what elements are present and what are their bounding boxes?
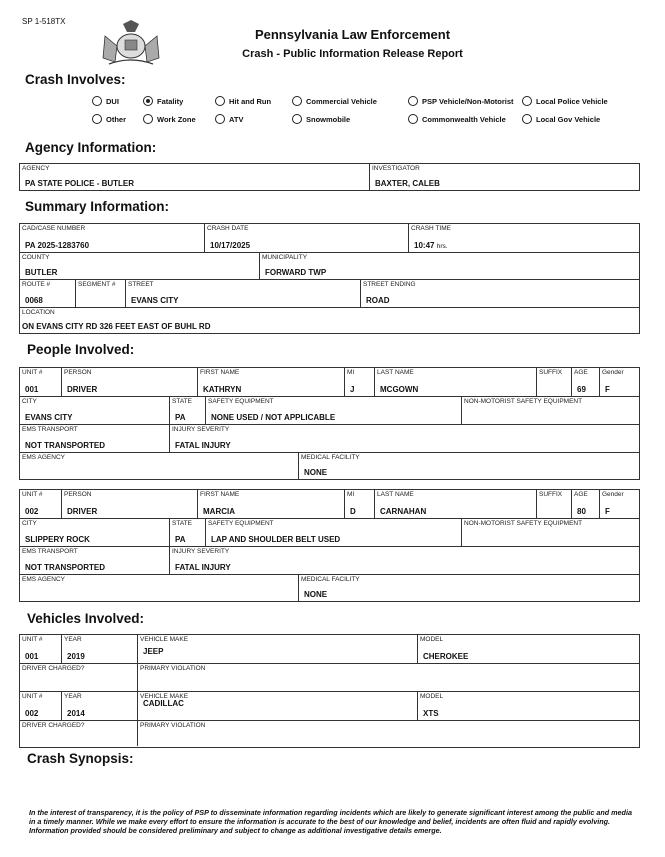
option-snowmobile[interactable] — [292, 114, 350, 124]
mi-value: J — [350, 385, 355, 394]
injury-severity-label: INJURY SEVERITY — [172, 548, 230, 555]
driver-charged-label: DRIVER CHARGED? — [22, 722, 85, 729]
option-commonwealth-vehicle[interactable] — [408, 114, 506, 124]
gender-label: Gender — [602, 491, 624, 498]
non-motorist-safety-cell — [462, 519, 639, 547]
ems-agency-cell — [20, 575, 299, 601]
option-label: Work Zone — [157, 114, 196, 124]
vehicle-unit-label: UNIT # — [22, 693, 43, 700]
person-block — [19, 367, 640, 480]
unit-cell — [20, 490, 62, 519]
vehicle-model-cell — [418, 692, 639, 721]
first-name-value: KATHRYN — [203, 385, 242, 394]
vehicle-unit-value: 001 — [25, 652, 39, 661]
first-name-label: FIRST NAME — [200, 491, 240, 498]
summary-heading: Summary Information: — [25, 199, 170, 214]
crash-date-cell — [205, 224, 409, 253]
city-cell — [20, 397, 170, 425]
vehicle-unit-cell — [20, 692, 62, 721]
vehicles-heading: Vehicles Involved: — [27, 611, 145, 626]
non-motorist-safety-cell — [462, 397, 639, 425]
crash-time-cell — [409, 224, 639, 253]
vehicle-unit-label: UNIT # — [22, 636, 43, 643]
radio-icon — [408, 114, 418, 124]
county-cell — [20, 253, 260, 280]
vehicle-unit-value: 002 — [25, 709, 39, 718]
non-motorist-safety-label: NON-MOTORIST SAFETY EQUIPMENT — [464, 520, 583, 527]
radio-icon — [143, 114, 153, 124]
street-value: EVANS CITY — [131, 296, 179, 305]
vehicle-make-value: CADILLAC — [143, 699, 184, 708]
city-label: CITY — [22, 398, 37, 405]
primary-violation-cell — [138, 664, 639, 691]
driver-charged-cell — [20, 664, 138, 691]
last-name-cell — [375, 368, 537, 397]
last-name-value: MCGOWN — [380, 385, 419, 394]
person-cell — [62, 490, 198, 519]
case-number-value: PA 2025-1283760 — [25, 241, 90, 250]
suffix-label: SUFFIX — [539, 369, 563, 376]
option-label: Hit and Run — [229, 96, 272, 106]
option-label: Snowmobile — [306, 114, 351, 124]
medical-facility-label: MEDICAL FACILITY — [301, 576, 360, 583]
option-label: Local Gov Vehicle — [536, 114, 601, 124]
radio-icon — [292, 96, 302, 106]
radio-icon — [215, 96, 225, 106]
age-cell — [572, 368, 600, 397]
unit-label: UNIT # — [22, 491, 43, 498]
street-ending-value: ROAD — [366, 296, 390, 305]
suffix-cell — [537, 490, 572, 519]
injury-severity-value: FATAL INJURY — [175, 563, 231, 572]
last-name-value: CARNAHAN — [380, 507, 427, 516]
form-number: SP 1-518TX — [22, 17, 66, 26]
city-cell — [20, 519, 170, 547]
injury-severity-cell — [170, 547, 639, 575]
primary-violation-label: PRIMARY VIOLATION — [140, 722, 206, 729]
option-atv[interactable] — [215, 114, 243, 124]
age-label: AGE — [574, 491, 588, 498]
last-name-label: LAST NAME — [377, 369, 414, 376]
ems-transport-label: EMS TRANSPORT — [22, 548, 78, 555]
state-label: STATE — [172, 520, 192, 527]
gender-cell — [600, 368, 639, 397]
municipality-cell — [260, 253, 639, 280]
person-label: PERSON — [64, 369, 92, 376]
ems-transport-label: EMS TRANSPORT — [22, 426, 78, 433]
last-name-label: LAST NAME — [377, 491, 414, 498]
option-other[interactable] — [92, 114, 126, 124]
crash-date-value: 10/17/2025 — [210, 241, 251, 250]
radio-icon — [92, 114, 102, 124]
vehicle-year-cell — [62, 635, 138, 664]
ems-transport-value: NOT TRANSPORTED — [25, 563, 105, 572]
vehicle-year-label: YEAR — [64, 636, 82, 643]
vehicle-make-label: VEHICLE MAKE — [140, 636, 189, 643]
vehicle-unit-cell — [20, 635, 62, 664]
vehicle-make-value: JEEP — [143, 647, 164, 656]
option-commercial-vehicle[interactable] — [292, 96, 377, 106]
driver-charged-cell — [20, 721, 138, 746]
location-value: ON EVANS CITY RD 326 FEET EAST OF BUHL RD — [22, 322, 211, 331]
city-value: EVANS CITY — [25, 413, 73, 422]
radio-icon — [522, 96, 532, 106]
investigator-label: INVESTIGATOR — [372, 165, 420, 172]
location-cell — [20, 308, 639, 333]
vehicle-year-value: 2014 — [67, 709, 85, 718]
suffix-label: SUFFIX — [539, 491, 563, 498]
medical-facility-value: NONE — [304, 590, 328, 599]
person-value: DRIVER — [67, 385, 98, 394]
non-motorist-safety-label: NON-MOTORIST SAFETY EQUIPMENT — [464, 398, 583, 405]
mi-label: MI — [347, 491, 355, 498]
option-local-police-vehicle[interactable] — [522, 96, 608, 106]
option-label: Fatality — [157, 96, 184, 106]
agency-table — [19, 163, 640, 191]
person-label: PERSON — [64, 491, 92, 498]
ems-transport-value: NOT TRANSPORTED — [25, 441, 105, 450]
first-name-cell — [198, 490, 345, 519]
radio-icon — [522, 114, 532, 124]
radio-icon — [292, 114, 302, 124]
first-name-label: FIRST NAME — [200, 369, 240, 376]
vehicle-make-label: VEHICLE MAKE — [140, 693, 189, 700]
ems-agency-label: EMS AGENCY — [22, 576, 65, 583]
option-label: Other — [106, 114, 127, 124]
route-value: 0068 — [25, 296, 43, 305]
age-value: 69 — [577, 385, 586, 394]
people-heading: People Involved: — [27, 342, 135, 357]
report-subtitle: Crash - Public Information Release Report — [242, 48, 463, 60]
person-value: DRIVER — [67, 507, 98, 516]
investigator-cell — [370, 164, 639, 190]
state-value: PA — [175, 413, 186, 422]
case-number-cell — [20, 224, 205, 253]
safety-equipment-value: NONE USED / NOT APPLICABLE — [211, 413, 336, 422]
segment-label: SEGMENT # — [78, 281, 116, 288]
mi-label: MI — [347, 369, 355, 376]
safety-equipment-cell — [206, 397, 462, 425]
vehicle-block — [19, 634, 640, 692]
vehicle-year-value: 2019 — [67, 652, 85, 661]
option-label: Commercial Vehicle — [306, 96, 377, 106]
street-ending-label: STREET ENDING — [363, 281, 416, 288]
option-local-gov-vehicle[interactable] — [522, 114, 600, 124]
report-title: Pennsylvania Law Enforcement — [254, 27, 451, 42]
summary-table — [19, 223, 640, 334]
medical-facility-cell — [299, 575, 639, 601]
gender-value: F — [605, 385, 610, 394]
unit-label: UNIT # — [22, 369, 43, 376]
location-label: LOCATION — [22, 309, 55, 316]
option-dui[interactable] — [92, 96, 119, 106]
unit-value: 002 — [25, 507, 39, 516]
vehicle-make-cell — [138, 692, 418, 721]
vehicle-model-label: MODEL — [420, 636, 444, 643]
vehicle-model-cell — [418, 635, 639, 664]
crash-time-label: CRASH TIME — [411, 225, 451, 232]
street-ending-cell — [361, 280, 639, 308]
first-name-value: MARCIA — [203, 507, 235, 516]
option-psp-vehicle[interactable] — [408, 96, 514, 106]
option-work-zone[interactable] — [143, 114, 196, 124]
mi-cell — [345, 368, 375, 397]
medical-facility-label: MEDICAL FACILITY — [301, 454, 360, 461]
safety-equipment-label: SAFETY EQUIPMENT — [208, 398, 274, 405]
mi-value: D — [350, 507, 356, 516]
option-label: ATV — [229, 114, 244, 124]
agency-label: AGENCY — [22, 165, 50, 172]
case-number-label: CAD/CASE NUMBER — [22, 225, 86, 232]
primary-violation-cell — [138, 721, 639, 746]
ems-agency-cell — [20, 453, 299, 479]
ems-transport-cell — [20, 547, 170, 575]
segment-cell — [76, 280, 126, 308]
gender-cell — [600, 490, 639, 519]
agency-value: PA STATE POLICE - BUTLER — [25, 179, 135, 188]
medical-facility-cell — [299, 453, 639, 479]
municipality-label: MUNICIPALITY — [262, 254, 308, 261]
unit-cell — [20, 368, 62, 397]
injury-severity-cell — [170, 425, 639, 453]
vehicle-model-label: MODEL — [420, 693, 444, 700]
injury-severity-label: INJURY SEVERITY — [172, 426, 230, 433]
route-label: ROUTE # — [22, 281, 51, 288]
agency-heading: Agency Information: — [25, 140, 157, 155]
injury-severity-value: FATAL INJURY — [175, 441, 231, 450]
primary-violation-label: PRIMARY VIOLATION — [140, 665, 206, 672]
state-label: STATE — [172, 398, 192, 405]
radio-selected-icon — [143, 96, 153, 106]
crash-time-number: 10:47 — [414, 241, 435, 250]
street-label: STREET — [128, 281, 154, 288]
person-block — [19, 489, 640, 602]
first-name-cell — [198, 368, 345, 397]
vehicle-model-value: XTS — [423, 709, 439, 718]
radio-icon — [92, 96, 102, 106]
safety-equipment-label: SAFETY EQUIPMENT — [208, 520, 274, 527]
mi-cell — [345, 490, 375, 519]
route-cell — [20, 280, 76, 308]
option-label: Local Police Vehicle — [536, 96, 608, 106]
disclaimer-text: In the interest of transparency, it is the policy of PSP to disseminate information regarding incidents which are likely to generate significant interest among the public and media in a timely manner. While we make every effort to ensure the information is accurate to the best of our knowledge and belief, incidents are often fluid and rapidly evolving. Information provided should be considered preliminary and subject to change as additional investigative details emerge. — [29, 808, 632, 835]
vehicle-block — [19, 692, 640, 748]
city-value: SLIPPERY ROCK — [25, 535, 90, 544]
city-label: CITY — [22, 520, 37, 527]
option-label: Commonwealth Vehicle — [422, 114, 506, 124]
age-value: 80 — [577, 507, 586, 516]
vehicle-make-cell — [138, 635, 418, 664]
ems-transport-cell — [20, 425, 170, 453]
driver-charged-label: DRIVER CHARGED? — [22, 665, 85, 672]
vehicle-year-cell — [62, 692, 138, 721]
state-cell — [170, 397, 206, 425]
county-value: BUTLER — [25, 268, 58, 277]
medical-facility-value: NONE — [304, 468, 328, 477]
county-label: COUNTY — [22, 254, 50, 261]
crash-date-label: CRASH DATE — [207, 225, 249, 232]
crash-time-unit: hrs. — [436, 243, 448, 250]
gender-label: Gender — [602, 369, 624, 376]
agency-cell — [20, 164, 370, 190]
crash-time-value — [414, 241, 448, 250]
vehicle-model-value: CHEROKEE — [423, 652, 469, 661]
state-value: PA — [175, 535, 186, 544]
option-fatality[interactable] — [143, 96, 183, 106]
person-cell — [62, 368, 198, 397]
ems-agency-label: EMS AGENCY — [22, 454, 65, 461]
suffix-cell — [537, 368, 572, 397]
street-cell — [126, 280, 361, 308]
radio-icon — [215, 114, 225, 124]
unit-value: 001 — [25, 385, 39, 394]
investigator-value: BAXTER, CALEB — [375, 179, 440, 188]
municipality-value: FORWARD TWP — [265, 268, 327, 277]
gender-value: F — [605, 507, 610, 516]
vehicle-year-label: YEAR — [64, 693, 82, 700]
crash-involves-heading: Crash Involves: — [25, 72, 126, 87]
option-label: DUI — [106, 96, 119, 106]
age-cell — [572, 490, 600, 519]
option-hit-and-run[interactable] — [215, 96, 271, 106]
option-label: PSP Vehicle/Non-Motorist — [422, 96, 514, 106]
state-cell — [170, 519, 206, 547]
last-name-cell — [375, 490, 537, 519]
radio-icon — [408, 96, 418, 106]
safety-equipment-cell — [206, 519, 462, 547]
age-label: AGE — [574, 369, 588, 376]
synopsis-heading: Crash Synopsis: — [27, 751, 134, 766]
safety-equipment-value: LAP AND SHOULDER BELT USED — [211, 535, 341, 544]
